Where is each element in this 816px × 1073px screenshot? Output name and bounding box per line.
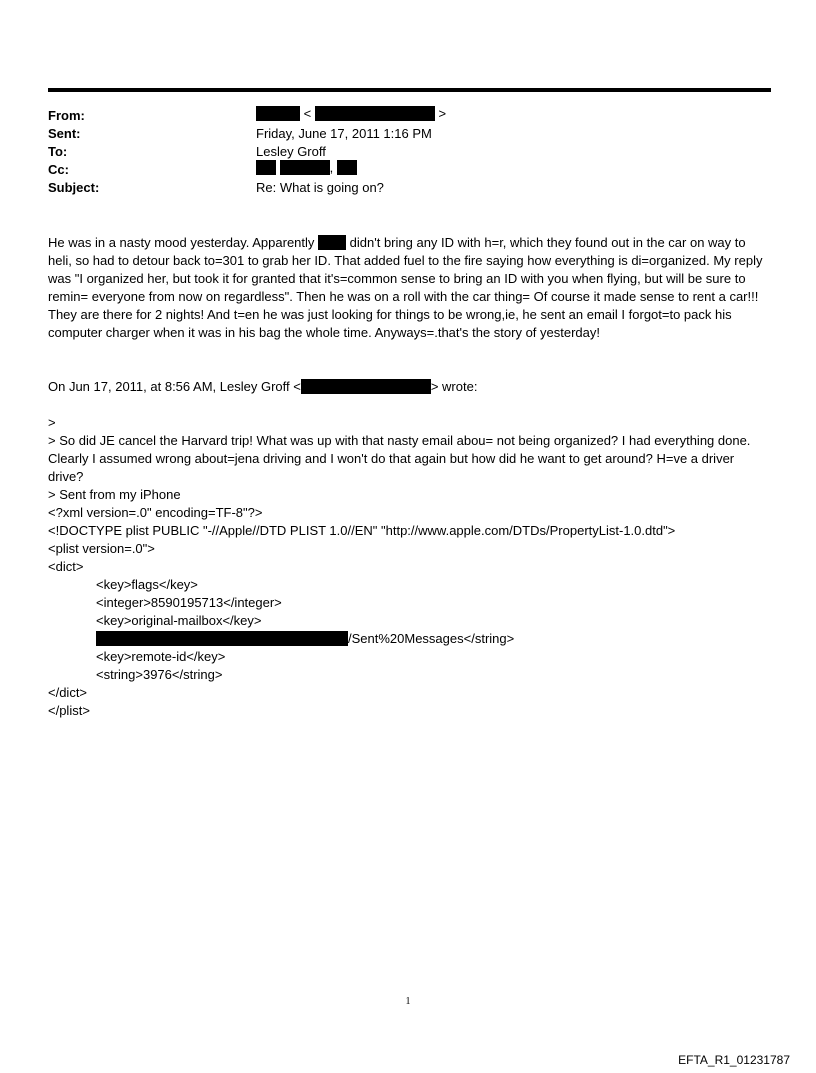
- redaction-block: [301, 379, 431, 394]
- cc-label: Cc:: [48, 162, 69, 177]
- reply-attribution: [48, 378, 477, 396]
- redaction-block: [96, 631, 348, 646]
- mailbox-tail: /Sent%20Messages</string>: [348, 631, 515, 646]
- attribution-text: On Jun 17, 2011, at 8:56 AM, Lesley Groff <: [48, 379, 301, 394]
- from-value: [256, 106, 446, 121]
- subject-value: Re: What is going on?: [256, 180, 384, 195]
- from-label: From:: [48, 108, 85, 123]
- to-value: Lesley Groff: [256, 144, 326, 159]
- redaction-block: [256, 106, 300, 121]
- body-text-part-2: didn't bring any ID with h=r, which they found out in the car on way to heli, so had to detour back to=301 to grab her ID. That added fuel to the fire saying how everything is di=organized. My reply was "I organized her, but took it for granted that it's=common sense to bring an ID with you when flying, but will be sure to remin= everyone from now on regardless". Then he was on a roll with the car thing= Of course it made sense to rent a car!!! They are there for 2 nights! And t=en he was just looking for things to be wrong,ie, he sent an email I forgot=to pack his computer charger when it was in his bag the whole time. Anyways=.that's the story of yesterday!: [48, 235, 763, 340]
- dict-open: <dict>: [48, 559, 84, 574]
- string-remote-id: <string>3976</string>: [96, 667, 223, 682]
- plist-close: </plist>: [48, 703, 90, 718]
- doctype-line: <!DOCTYPE plist PUBLIC "-//Apple//DTD PLIST 1.0//EN" "http://www.apple.com/DTDs/PropertyList-1.0.dtd">: [48, 523, 676, 538]
- header-rule: [48, 88, 771, 92]
- attribution-suffix: > wrote:: [430, 379, 478, 394]
- cc-value: [256, 160, 357, 175]
- body-text-part-1: He was in a nasty mood yesterday. Apparently: [48, 235, 315, 250]
- quote-marker: >: [48, 415, 56, 430]
- plist-open: <plist version=.0">: [48, 541, 155, 556]
- cc-comma: ,: [329, 160, 334, 175]
- page-number: 1: [405, 996, 411, 1007]
- key-flags: <key>flags</key>: [96, 577, 198, 592]
- redaction-block: [337, 160, 357, 175]
- sent-from-line: > Sent from my iPhone: [48, 487, 181, 502]
- to-label: To:: [48, 144, 68, 159]
- integer-flags: <integer>8590195713</integer>: [96, 595, 282, 610]
- from-gt: >: [438, 106, 447, 121]
- xml-declaration: <?xml version=.0" encoding=TF-8"?>: [48, 505, 263, 520]
- redaction-block: [318, 235, 346, 250]
- document-id: EFTA_R1_01231787: [678, 1053, 790, 1067]
- body-paragraph: [48, 234, 772, 342]
- quoted-message: > So did JE cancel the Harvard trip! What was up with that nasty email abou= not being organized? I had everything done. Clearly I assumed wrong about=jena driving and I won't do that again but how did he want to get around? H=ve a driver drive?: [48, 433, 751, 484]
- mailbox-string: [96, 630, 514, 648]
- redaction-block: [280, 160, 330, 175]
- key-original-mailbox: <key>original-mailbox</key>: [96, 613, 262, 628]
- subject-label: Subject:: [48, 180, 100, 195]
- key-remote-id: <key>remote-id</key>: [96, 649, 226, 664]
- sent-label: Sent:: [48, 126, 81, 141]
- redaction-block: [256, 160, 276, 175]
- from-lt: <: [303, 106, 312, 121]
- sent-value: Friday, June 17, 2011 1:16 PM: [256, 126, 432, 141]
- dict-close: </dict>: [48, 685, 88, 700]
- redaction-block: [315, 106, 435, 121]
